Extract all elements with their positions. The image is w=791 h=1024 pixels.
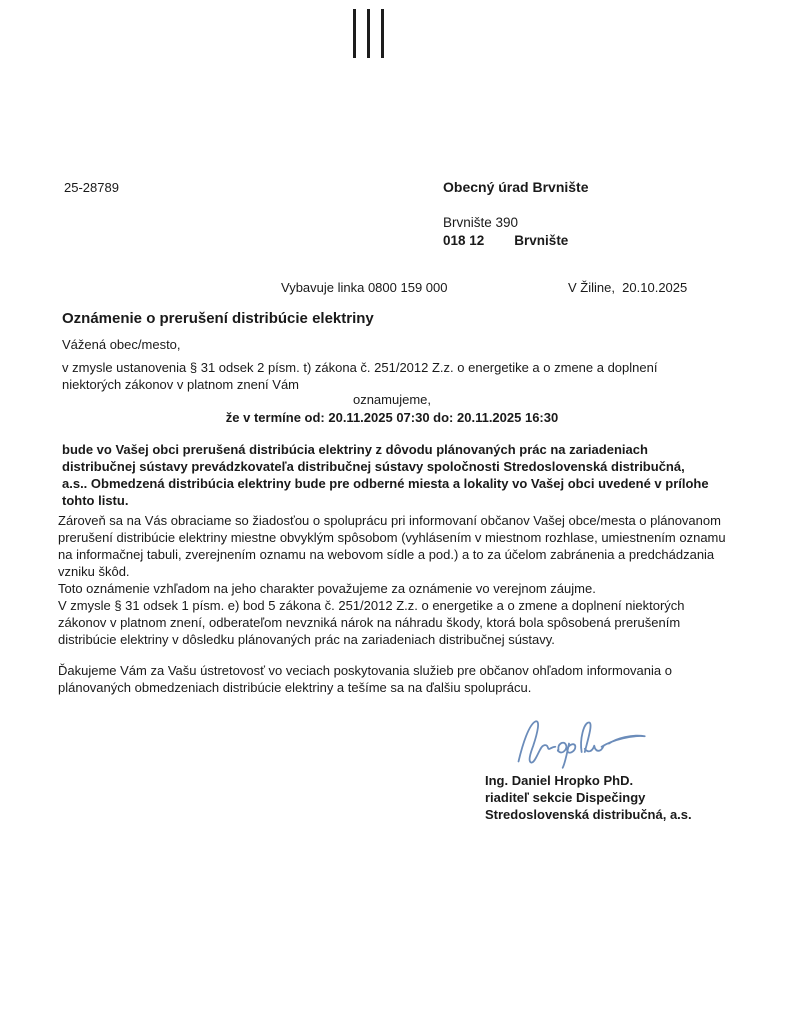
logo-bar-icon xyxy=(353,9,356,58)
handwritten-signature xyxy=(508,714,650,770)
logo-bar-icon xyxy=(381,9,384,58)
signatory-role: riaditeľ sekcie Dispečingy xyxy=(485,790,646,805)
place-date: V Žiline, 20.10.2025 xyxy=(568,280,688,295)
signatory-company: Stredoslovenská distribučná, a.s. xyxy=(485,807,692,822)
signatory-block xyxy=(485,772,692,823)
cooperation-text: Zároveň sa na Vás obraciame so žiadosťou o spoluprácu pri informovaní občanov Vašej obce/mesta o plánovanom prerušení distribúcie elektriny miestne obvyklým spôsobom (vyhlásením v miestnom rozhlase, umiestnením oznamu na informačnej tabuli, zverejnením oznamu na webovom sídle a pod.) a to za účelom zabránenia a predchádzania vzniku škôd. xyxy=(58,513,726,579)
logo-bar-icon xyxy=(367,9,370,58)
salutation: Vážená obec/mesto, xyxy=(62,337,181,352)
signatory-name: Ing. Daniel Hropko PhD. xyxy=(485,773,634,788)
recipient-name: Obecný úrad Brvnište xyxy=(443,179,589,195)
public-interest-text: Toto oznámenie vzhľadom na jeho charakter považujeme za oznámenie vo verejnom záujme. xyxy=(58,581,596,596)
announce-word: oznamujeme, xyxy=(352,392,432,407)
law-paragraph: V zmysle § 31 odsek 1 písm. e) bod 5 zákona č. 251/2012 Z.z. o energetike a o zmene a doplnení niektorých zákonov v platnom znení, odberateľom nevzniká nárok na náhradu škody, ktorá bola spôsobená prerušením distribúcie elektriny v dôsledku plánovaných prác na zariadeniach distribučnej sústavy. xyxy=(58,598,685,647)
intro-paragraph: v zmysle ustanovenia § 31 odsek 2 písm. t) zákona č. 251/2012 Z.z. o energetike a o zmene a doplnení niektorých zákonov v platnom znení Vám xyxy=(62,360,658,392)
letter-title: Oznámenie o prerušení distribúcie elektriny xyxy=(62,310,374,327)
recipient-postal-line xyxy=(443,233,568,248)
recipient-postal-code: 018 12 xyxy=(443,233,485,248)
cooperation-paragraph xyxy=(58,512,726,597)
announce-dates: že v termíne od: 20.11.2025 07:30 do: 20.11.2025 16:30 xyxy=(225,410,559,425)
contact-line: Vybavuje linka 0800 159 000 xyxy=(281,280,448,295)
recipient-street: Brvnište 390 xyxy=(443,215,519,230)
reference-number: 25-28789 xyxy=(64,180,119,195)
recipient-city: Brvnište xyxy=(514,233,569,248)
outage-paragraph: bude vo Vašej obci prerušená distribúcia elektriny z dôvodu plánovaných prác na zariadeniach distribučnej sústavy prevádzkovateľa distribučnej sústavy spoločnosti Stredoslovenská distribučná, a.s.. Obmedzená distribúcia elektriny bude pre odberné miesta a lokality vo Vašej obci uvedené v prílohe tohto listu. xyxy=(62,442,709,508)
thanks-paragraph: Ďakujeme Vám za Vašu ústretovosť vo veciach poskytovania služieb pre občanov ohľadom informovania o plánovaných obmedzeniach distribúcie elektriny a tešíme sa na ďalšiu spoluprácu. xyxy=(58,663,672,695)
company-logo xyxy=(353,9,384,58)
